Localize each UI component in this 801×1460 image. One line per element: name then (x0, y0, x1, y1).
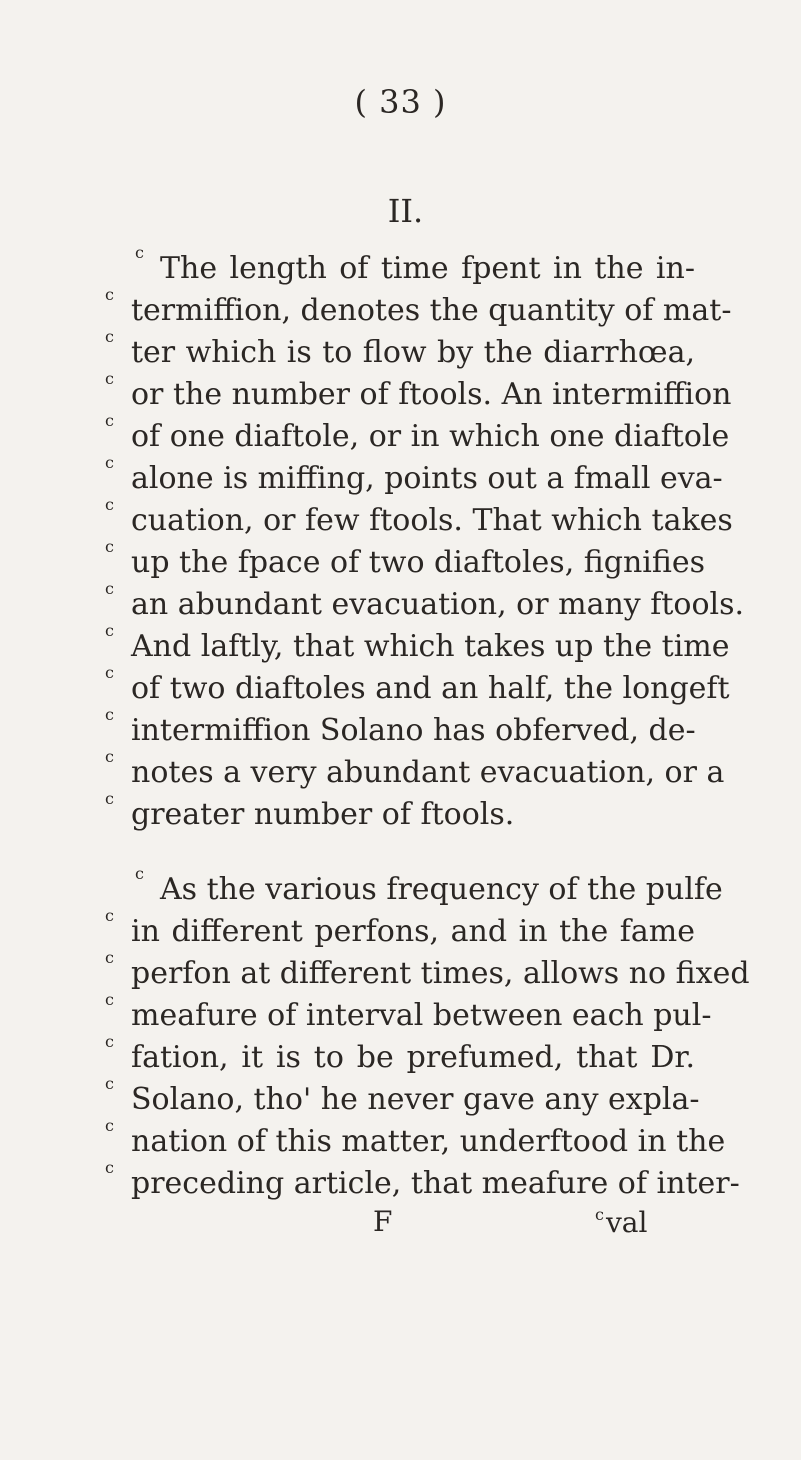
quote-mark: c (105, 1074, 114, 1093)
page-number: ( 33 ) (354, 83, 447, 121)
catchword (595, 1205, 647, 1239)
text-line (105, 1032, 695, 1078)
quote-mark: c (105, 906, 114, 925)
text-line (105, 243, 695, 289)
signature-mark: F (373, 1205, 393, 1238)
line-text: preceding article, that meafure of inter- (131, 1166, 740, 1201)
line-text: intermiffion Solano has obferved, de- (131, 713, 696, 748)
text-line (105, 1074, 700, 1120)
line-text: up the fpace of two diaftoles, fignifies (131, 545, 706, 580)
quote-mark: c (105, 537, 114, 556)
section-heading: II. (387, 192, 424, 230)
quote-mark: c (105, 747, 114, 766)
quote-mark: c (105, 369, 114, 388)
quote-mark: c (105, 663, 114, 682)
line-text: cuation, or few ftools. That which takes (131, 503, 733, 538)
quote-mark: c (105, 621, 114, 640)
quote-mark: c (105, 327, 114, 346)
text-line (105, 1158, 740, 1204)
text-line (105, 327, 695, 373)
text-line (105, 663, 730, 709)
text-line (105, 906, 695, 952)
text-line (105, 864, 723, 910)
text-line (105, 369, 732, 415)
line-text: an abundant evacuation, or many ftools. (131, 587, 745, 622)
quote-mark: c (105, 285, 114, 304)
catchword-text: val (605, 1206, 648, 1239)
text-line (105, 948, 750, 994)
line-text: of two diaftoles and an half, the longeft (131, 671, 730, 706)
text-line (105, 621, 730, 667)
quote-mark: c (105, 990, 114, 1009)
line-text: notes a very abundant evacuation, or a (131, 755, 725, 790)
line-text: alone is miffing, points out a fmall eva- (131, 461, 723, 496)
quote-mark: c (135, 243, 144, 262)
line-text: nation of this matter, underftood in the (131, 1124, 726, 1159)
quote-mark: c (135, 864, 144, 883)
quote-mark: c (105, 789, 114, 808)
quote-mark: c (105, 579, 114, 598)
line-text: in different perfons, and in the fame (131, 914, 695, 949)
quote-mark: c (105, 1158, 114, 1177)
line-text: termiffion, denotes the quantity of mat- (131, 293, 732, 328)
quote-mark: c (105, 495, 114, 514)
line-text: perfon at different times, allows no fixed (131, 956, 750, 991)
line-text: Solano, tho' he never gave any expla- (131, 1082, 700, 1117)
line-text: As the various frequency of the pulfe (160, 872, 723, 907)
text-line (105, 495, 733, 541)
line-text: meafure of interval between each pul- (131, 998, 712, 1033)
quote-mark: c (105, 948, 114, 967)
line-text: The length of time fpent in the in- (160, 251, 695, 286)
text-line (105, 411, 730, 457)
line-text: or the number of ftools. An intermiffion (131, 377, 732, 412)
quote-mark: c (105, 411, 114, 430)
quote-mark: c (105, 705, 114, 724)
text-line (105, 285, 732, 331)
text-line (105, 579, 745, 625)
line-text: greater number of ftools. (131, 797, 515, 832)
quote-mark: c (105, 453, 114, 472)
text-line (105, 789, 695, 835)
text-line (105, 1116, 726, 1162)
line-text: And laftly, that which takes up the time (131, 629, 730, 664)
text-line (105, 453, 723, 499)
line-text: fation, it is to be prefumed, that Dr. (131, 1040, 695, 1075)
text-line (105, 537, 706, 583)
quote-mark: c (105, 1116, 114, 1135)
quote-mark: c (595, 1205, 604, 1224)
line-text: ter which is to flow by the diarrhœa, (131, 335, 695, 370)
line-text: of one diaftole, or in which one diaftole (131, 419, 730, 454)
text-line (105, 990, 712, 1036)
text-line (105, 747, 725, 793)
quote-mark: c (105, 1032, 114, 1051)
text-line (105, 705, 696, 751)
